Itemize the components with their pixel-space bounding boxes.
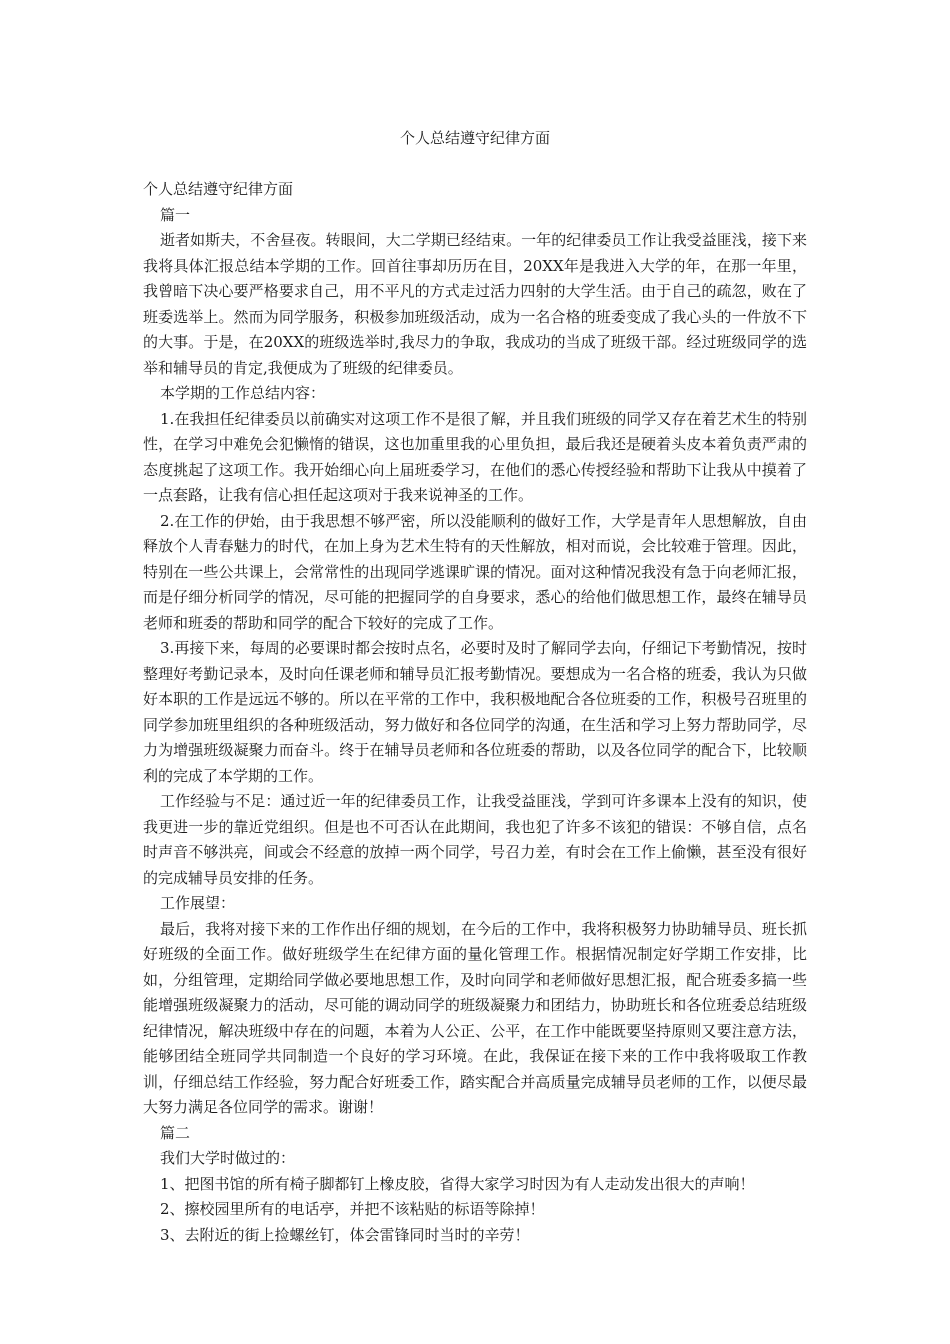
section-heading-part-1: 篇一 — [160, 205, 191, 224]
summary-item-2: 2.在工作的伊始，由于我思想不够严密，所以没能顺利的做好工作，大学是青年人思想解放，自由释放个人青春魅力的时代，在加上身为艺术生特有的天性解放，相对而说，会比较难于管理。因此，特别在一些公共课上，会常常性的出现同学逃课旷课的情况。面对这种情况我没有急于向老师汇报，而是仔细分析同学的情况，尽可能的把握同学的自身要求，悉心的给他们做思想工作，最终在辅导员老师和班委的帮助和同学的配合下较好的完成了工作。 — [143, 511, 807, 632]
outlook-paragraph: 最后，我将对接下来的工作作出仔细的规划，在今后的工作中，我将积极努力协助辅导员、班长抓好班级的全面工作。做好班级学生在纪律方面的量化管理工作。根据情况制定好学期工作安排，比如，分组管理，定期给同学做必要地思想工作，及时向同学和老师做好思想汇报，配合班委多搞一些能增强班级凝聚力的活动，尽可能的调动同学的班级凝聚力和团结力，协助班长和各位班委总结班级纪律情况，解决班级中存在的问题，本着为人公正、公平，在工作中能既要坚持原则又要注意方法，能够团结全班同学共同制造一个良好的学习环境。在此，我保证在接下来的工作中我将吸取工作教训，仔细总结工作经验，努力配合好班委工作，踏实配合并高质量完成辅导员老师的工作，以便尽最大努力满足各位同学的需求。谢谢！ — [143, 919, 807, 1116]
summary-item-3: 3.再接下来，每周的必要课时都会按时点名，必要时及时了解同学去向，仔细记下考勤情况，按时整理好考勤记录本，及时向任课老师和辅导员汇报考勤情况。要想成为一名合格的班委，我认为只做好本职的工作是远远不够的。所以在平常的工作中，我积极地配合各位班委的工作，积极号召班里的同学参加班里组织的各种班级活动，努力做好和各位同学的沟通，在生活和学习上努力帮助同学，尽力为增强班级凝聚力而奋斗。终于在辅导员老师和各位班委的帮助，以及各位同学的配合下，比较顺利的完成了本学期的工作。 — [143, 639, 807, 785]
summary-item-1: 1.在我担任纪律委员以前确实对这项工作不是很了解，并且我们班级的同学又存在着艺术生的特别性，在学习中难免会犯懒惰的错误，这也加重里我的心里负担，最后我还是硬着头皮本着负责严肃的态度挑起了这项工作。我开始细心向上届班委学习，在他们的悉心传授经验和帮助下让我从中摸着了一点套路，让我有信心担任起这项对于我来说神圣的工作。 — [143, 409, 807, 504]
list-intro: 我们大学时做过的： — [160, 1149, 296, 1167]
document-title: 个人总结遵守纪律方面 — [399, 129, 550, 147]
section-heading-part-2: 篇二 — [160, 1123, 191, 1142]
summary-heading: 本学期的工作总结内容： — [160, 384, 326, 402]
subtitle-paragraph: 个人总结遵守纪律方面 — [143, 180, 294, 198]
document-body — [143, 177, 807, 1248]
experience-paragraph: 工作经验与不足：通过近一年的纪律委员工作，让我受益匪浅，学到可许多课本上没有的知识，使我更进一步的靠近党组织。但是也不可否认在此期间，我也犯了许多不该犯的错误：不够自信，点名时声音不够洪亮，间或会不经意的放掉一两个同学，号召力差，有时会在工作上偷懒，甚至没有很好的完成辅导员安排的任务。 — [143, 792, 807, 887]
outlook-heading: 工作展望： — [160, 894, 236, 912]
intro-paragraph: 逝者如斯夫，不舍昼夜。转眼间，大二学期已经结束。一年的纪律委员工作让我受益匪浅，接下来我将具体汇报总结本学期的工作。回首往事却历历在目，20XX年是我进入大学的年，在那一年里，我曾暗下决心要严格要求自己，用不平凡的方式走过活力四射的大学生活。由于自己的疏忽，败在了班委选举上。然而为同学服务，积极参加班级活动，成为一名合格的班委变成了我心头的一件放不下的大事。于是，在20XX的班级选举时,我尽力的争取，我成功的当成了班级干部。经过班级同学的选举和辅导员的肯定,我便成为了班级的纪律委员。 — [143, 231, 807, 377]
list-item-2: 2、擦校园里所有的电话亭，并把不该粘贴的标语等除掉！ — [160, 1200, 545, 1218]
list-item-3: 3、去附近的街上捡螺丝钉，体会雷锋同时当时的辛劳！ — [160, 1225, 530, 1244]
list-item-1: 1、把图书馆的所有椅子脚都钉上橡皮胶，省得大家学习时因为有人走动发出很大的声响！ — [160, 1174, 755, 1193]
